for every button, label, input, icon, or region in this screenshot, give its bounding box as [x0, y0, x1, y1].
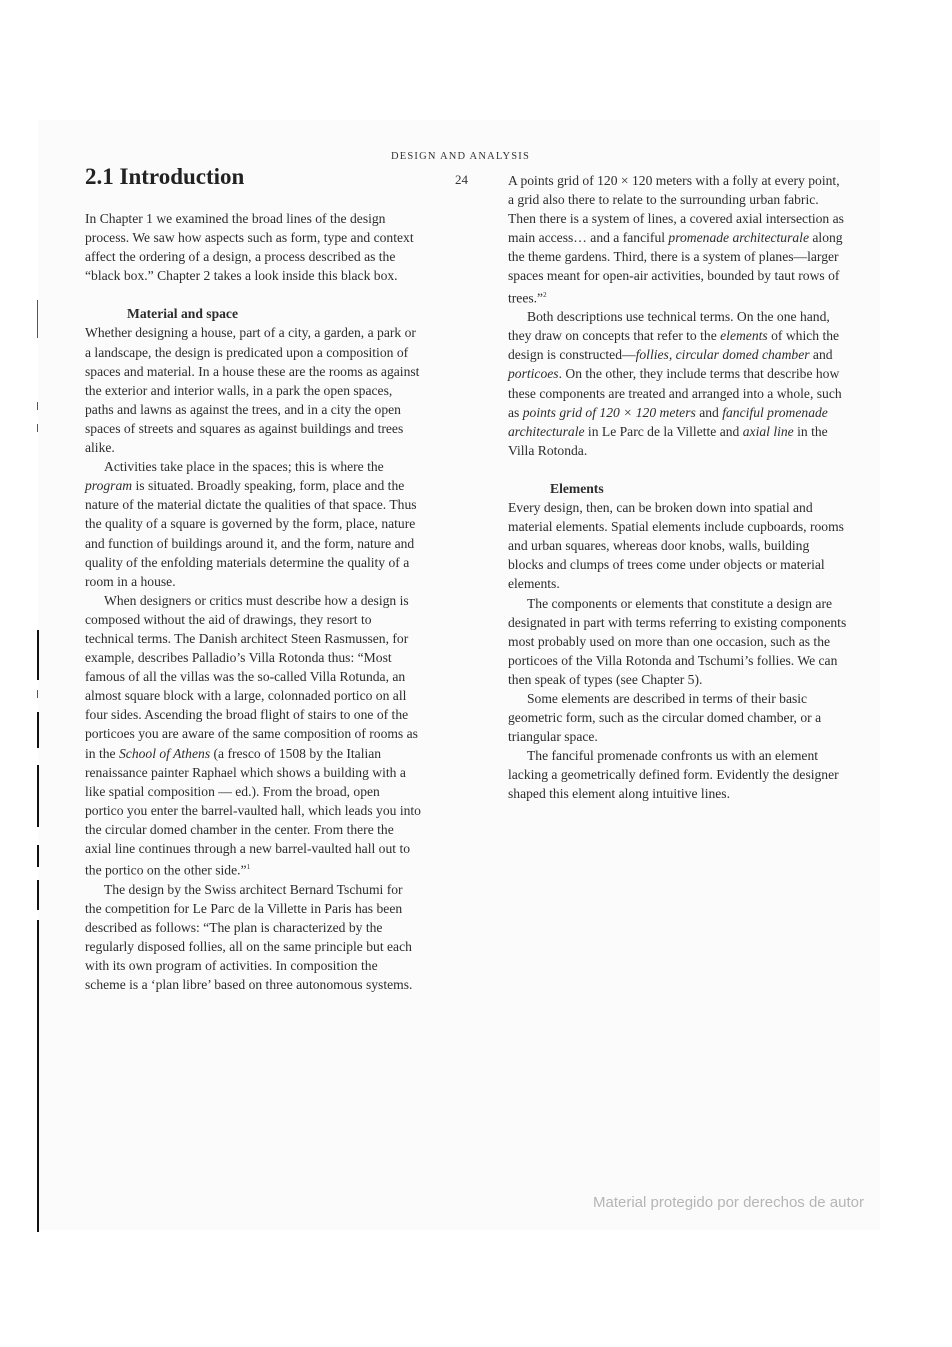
scan-edge-mark: [37, 845, 39, 867]
emphasis: porticoes: [508, 366, 559, 382]
scan-edge-mark: [37, 630, 39, 680]
scan-edge-mark: [37, 402, 38, 410]
subheading-elements: Elements: [550, 480, 604, 496]
right-column: [508, 171, 848, 804]
footnote-marker: 2: [543, 290, 547, 299]
paragraph: In Chapter 1 we examined the broad lines of the design process. We saw how aspects such as form, type and context affect the ordering of a design, a process described as the “black box.” Chapter 2 takes a look inside this black box.: [85, 211, 414, 284]
paragraph: The design by the Swiss architect Bernard Tschumi for the competition for Le Parc de la Villette in Paris has been described as follows: “The plan is characterized by the regularly disposed follies, all on the same principle but each with its own program of activities. In composition the scheme is a ‘plan libre’ based on three autonomous systems.: [85, 881, 413, 993]
paragraph: The components or elements that constitute a design are designated in part with terms referring to existing components most probably used on more than one occasion, such as the porticoes of the Villa Rotonda and Tschumi’s follies. We can then speak of types (see Chapter 5).: [508, 595, 847, 687]
subheading-material-and-space: Material and space: [127, 306, 239, 322]
paragraph: A points grid of 120 × 120 meters with a folly at every point, a grid also there to relate to the surrounding urban fabric. Then there is a system of lines, a covered axial intersection as main access… and a fanciful promenade architecturale along the theme gardens. Third, there is a system of planes—larger spaces meant for open-air activities, bounded by taut rows of trees.”$^2$: [508, 173, 844, 306]
paragraph: Whether designing a house, part of a city, a garden, a park or a landscape, the design is predicated upon a composition of spaces and material. In a house these are the rooms as against the exterior and interior walls, in a park the open spaces, paths and lawns as against the trees, and in a city the open spaces of streets and squares as against buildings and trees alike.: [85, 325, 420, 456]
emphasis: axial line: [742, 423, 794, 439]
footnote-marker: 1: [246, 863, 251, 872]
paragraph: When designers or critics must describe how a design is composed without the aid of drawings, they resort to technical terms. The Danish architect Steen Rasmussen, for example, describes Palladio’s Villa Rotonda thus: “Most famous of all the villas was the so-called Villa Rotunda, an almost square block with a large, colonnaded portico on all four sides. Ascending the broad flight of stairs to one of the porticoes you are aware of the same composition of rooms as in the School of Athens (a fresco of 1508 by the Italian renaissance painter Raphael which shows a building with a like spatial composition — ed.). From the broad, open portico you enter the barrel-vaulted hall, which leads you into the circular domed chamber in the center. From there the axial line continues through a new barrel-vaulted hall out to the portico on the other side.”$^1$: [85, 592, 421, 878]
paragraph: Activities take place in the spaces; this is where the program is situated. Broadly speaking, form, place and the nature of the material dictate the qualities of that space. Thus the quality of a square is governed by the form, place, nature and function of buildings around it, and the form, nature and quality of the enfolding materials determine the quality of a room in a house.: [85, 459, 417, 589]
emphasis: School of Athens: [118, 745, 211, 761]
emphasis: follies, circular domed chamber: [635, 347, 810, 363]
paragraph: The fanciful promenade confronts us with an element lacking a geometrically defined form. Evidently the designer shaped this element along intuitive lines.: [508, 748, 839, 802]
scan-edge-mark: [37, 712, 39, 748]
scan-edge-mark: [37, 424, 38, 432]
emphasis: points grid of 120 × 120 meters: [522, 404, 696, 420]
paragraph: Every design, then, can be broken down into spatial and material elements. Spatial elements include cupboards, rooms and urban squares, whereas door knobs, walls, building blocks and clumps of trees come under objects or material elements.: [508, 500, 844, 592]
scan-edge-mark: [37, 690, 38, 698]
left-column: [85, 209, 421, 994]
page-number: 24: [455, 172, 468, 187]
paragraph: Both descriptions use technical terms. On the one hand, they draw on concepts that refer to the elements of which the design is constructed—follies, circular domed chamber and porticoes. On the other, they include terms that describe how these components are treated and arranged into a whole, such as points grid of 120 × 120 meters and fanciful promenade architecturale in Le Parc de la Villette and axial line in the Villa Rotonda.: [508, 309, 842, 458]
scan-edge-mark: [37, 765, 39, 827]
emphasis: fanciful promenade architecturale: [508, 404, 828, 439]
running-head: DESIGN AND ANALYSIS: [391, 151, 531, 162]
scan-edge-mark: [37, 300, 38, 338]
emphasis: program: [85, 478, 133, 494]
scan-edge-mark: [37, 920, 39, 1232]
section-title: 2.1 Introduction: [85, 164, 245, 189]
copyright-watermark: Material protegido por derechos de autor: [593, 1194, 864, 1211]
emphasis: promenade architecturale: [668, 230, 809, 246]
scan-edge-mark: [37, 880, 39, 910]
emphasis: elements: [720, 328, 768, 344]
paragraph: Some elements are described in terms of their basic geometric form, such as the circular domed chamber, or a triangular space.: [508, 690, 822, 745]
